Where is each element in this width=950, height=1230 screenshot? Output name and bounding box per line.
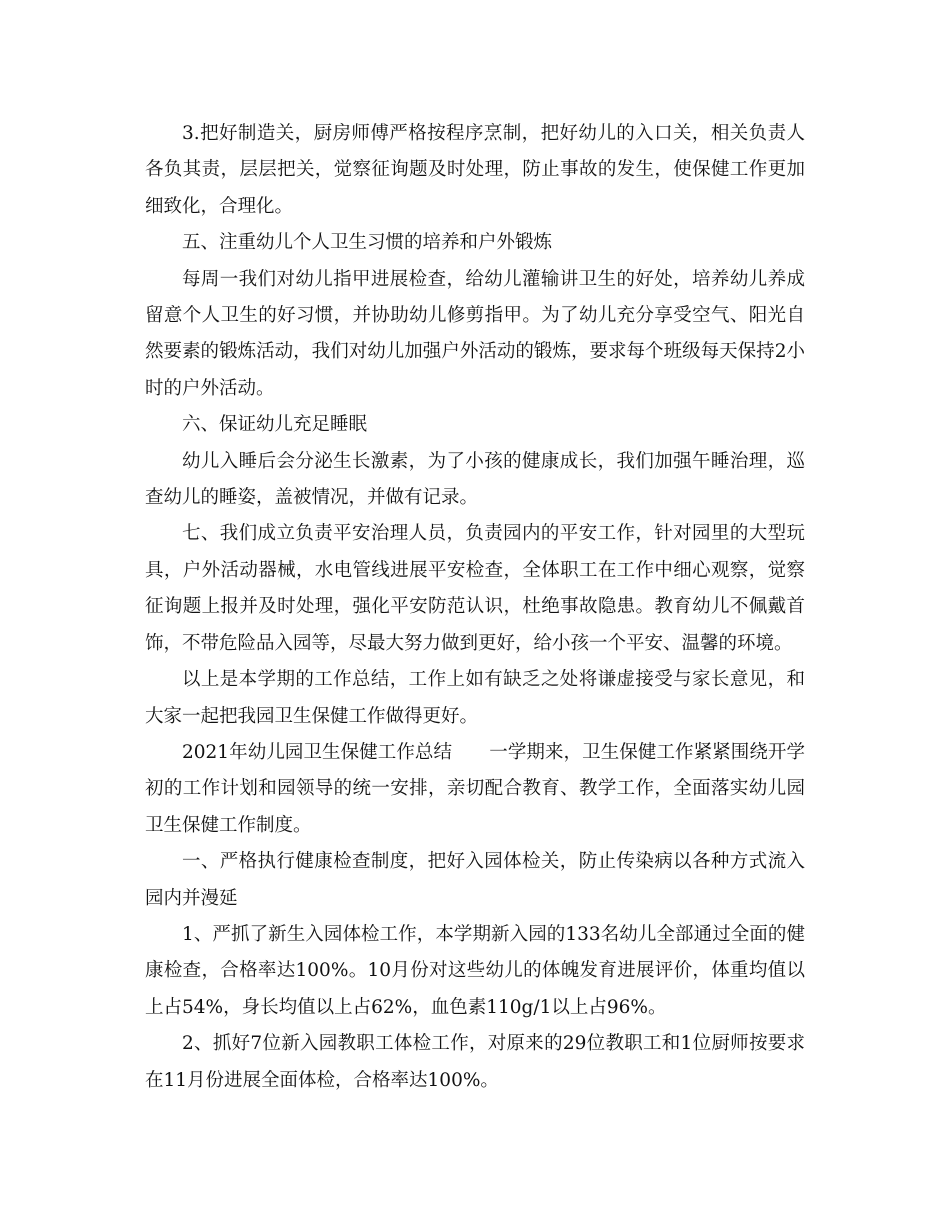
paragraph-staff-checkup: 2、抓好7位新入园教职工体检工作，对原来的29位教职工和1位厨师按要求在11月份进展全面体检，合格率达100%。 <box>145 1033 805 1091</box>
section-heading-health-check: 一、严格执行健康检查制度，把好入园体检关，防止传染病以各种方式流入园内并漫延 <box>145 851 805 909</box>
paragraph-semester-conclusion: 以上是本学期的工作总结，工作上如有缺乏之处将谦虚接受与家长意见，和大家一起把我园卫生保健工作做得更好。 <box>145 669 805 727</box>
section-heading-sleep: 六、保证幼儿充足睡眠 <box>182 414 368 436</box>
section-heading-hygiene-habits: 五、注重幼儿个人卫生习惯的培养和户外锻炼 <box>182 232 553 254</box>
paragraph-safety-management: 七、我们成立负责平安治理人员，负责园内的平安工作，针对园里的大型玩具，户外活动器械，水电管线进展平安检查，全体职工在工作中细心观察，觉察征询题上报并及时处理，强化平安防范认识，杜绝事故隐患。教育幼儿不佩戴首饰，不带危险品入园等，尽最大努力做到更好，给小孩一个平安、温馨的环境。 <box>145 523 805 654</box>
document-body <box>145 116 805 1099</box>
paragraph-new-student-checkup: 1、严抓了新生入园体检工作，本学期新入园的133名幼儿全部通过全面的健康检查，合格率达100%。10月份对这些幼儿的体魄发育进展评价，体重均值以上占54%，身长均值以上占62%，血色素110g/1以上占96%。 <box>145 923 805 1018</box>
paragraph-kitchen-production: 3.把好制造关，厨房师傅严格按程序烹制，把好幼儿的入口关，相关负责人各负其责，层层把关，觉察征询题及时处理，防止事故的发生，使保健工作更加细致化，合理化。 <box>145 123 805 217</box>
paragraph-nail-check: 每周一我们对幼儿指甲进展检查，给幼儿灌输讲卫生的好处，培养幼儿养成留意个人卫生的好习惯，并协助幼儿修剪指甲。为了幼儿充分享受空气、阳光自然要素的锻炼活动，我们对幼儿加强户外活动的锻炼，要求每个班级每天保持2小时的户外活动。 <box>145 268 805 399</box>
paragraph-2021-summary-intro: 2021年幼儿园卫生保健工作总结 一学期来，卫生保健工作紧紧围绕开学初的工作计划和园领导的统一安排，亲切配合教育、教学工作，全面落实幼儿园卫生保健工作制度。 <box>145 741 805 836</box>
paragraph-nap-management: 幼儿入睡后会分泌生长激素，为了小孩的健康成长，我们加强午睡治理，巡查幼儿的睡姿，盖被情况，并做有记录。 <box>145 450 805 509</box>
